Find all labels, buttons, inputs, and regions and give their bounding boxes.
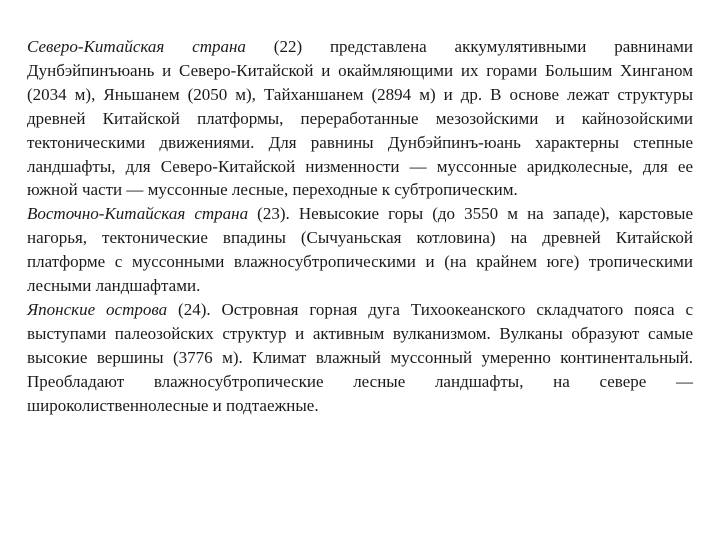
- region-term: Восточно-Китайская страна: [27, 204, 249, 224]
- paragraph-north-china: [27, 35, 693, 202]
- document-page: [27, 35, 693, 418]
- paragraph-text: (22) представлена аккумулятивными равнинами Дунбэйпинъюань и Северо-Китайской и окаймляющими их горами Большим Хинганом (2034 м), Яньшанем (2050 м), Тайханшанем (2894 м) и др. В основе лежат структуры древней Китайской платформы, переработанные мезозойскими и кайнозойскими тектоническими движениями. Для равнины Дунбэйпинъ-юань характерны степные ландшафты, для Северо-Китайской низменности — муссонные аридколесные, для ее южной части — муссонные лесные, переходные к субтропическим.: [27, 37, 694, 200]
- region-term: Северо-Китайская страна: [27, 37, 246, 56]
- paragraph-text: (24). Островная горная дуга Тихоокеанского складчатого пояса с выступами палеозойских структур и активным вулканизмом. Вулканы образуют самые высокие вершины (3776 м). Климат влажный муссонный умеренно континентальный. Преобладают влажносубтропические лесные ландшафты, на севере — широколиственнолесные и подтаежные.: [27, 299, 693, 415]
- paragraph-east-china: [27, 202, 693, 298]
- region-term: Японские острова: [27, 299, 168, 319]
- paragraph-japanese-islands: [27, 298, 693, 418]
- paragraph-text: (23). Невысокие горы (до 3550 м на западе), карстовые нагорья, тектонические впадины (Сычуаньская котловина) на древней Китайской платформе с муссонными влажносубтропическими и (на крайнем юге) тропическими лесными ландшафтами.: [27, 204, 693, 296]
